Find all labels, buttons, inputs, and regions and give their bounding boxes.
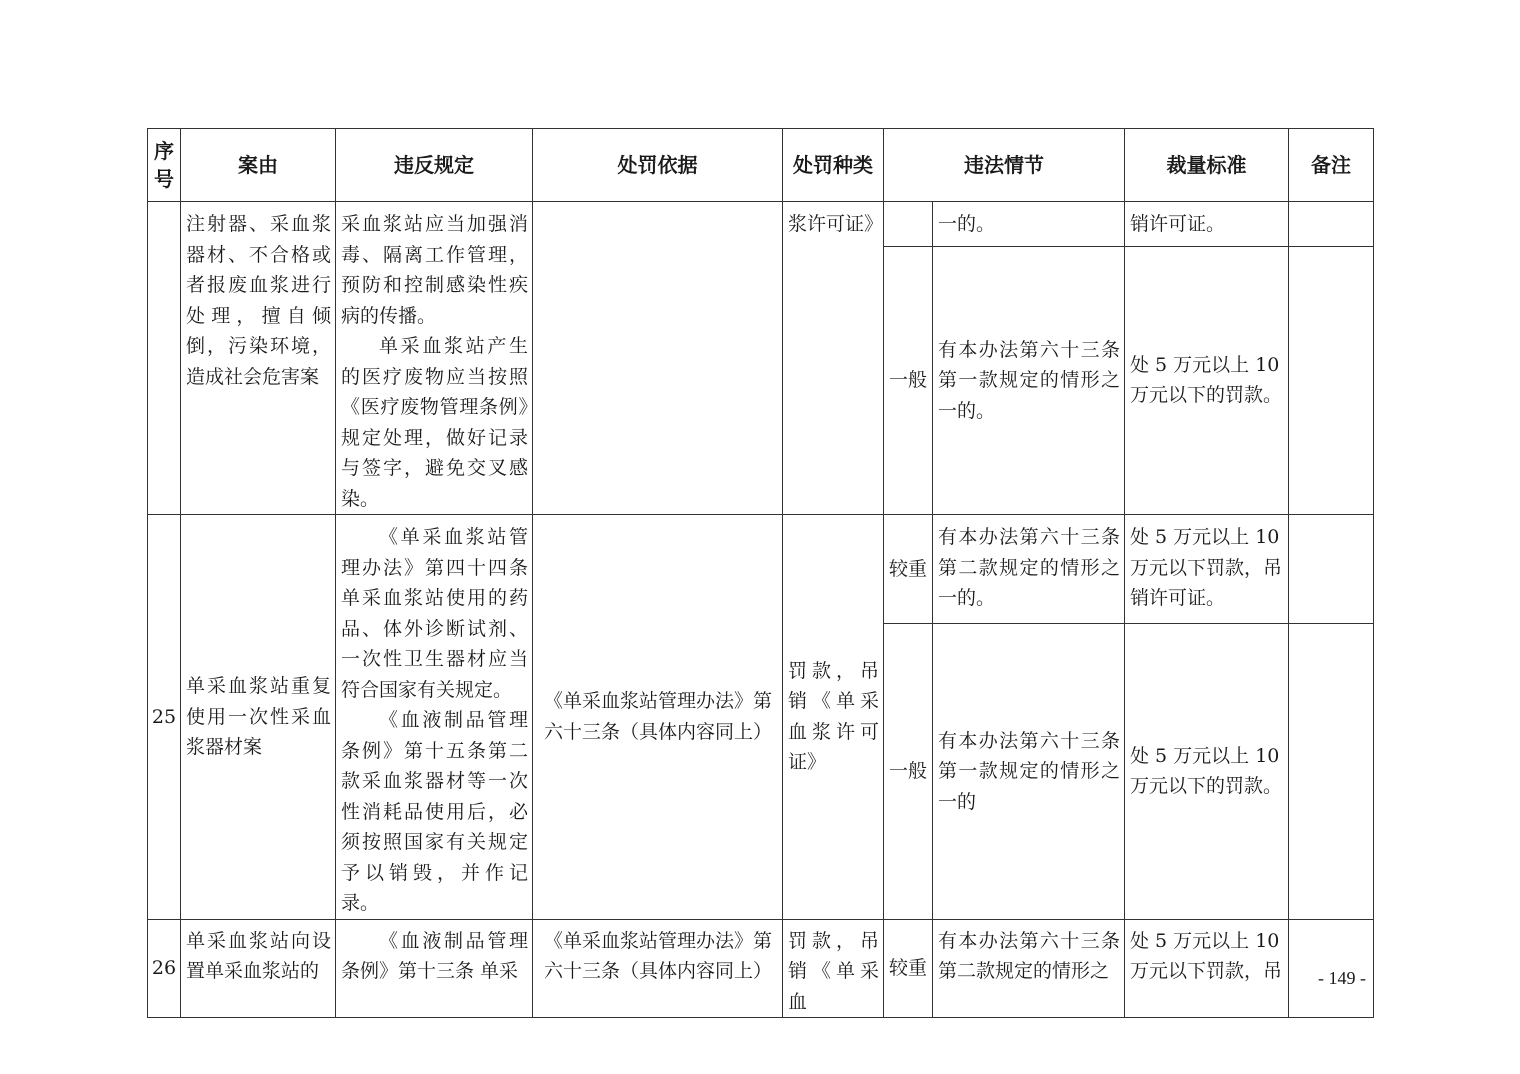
circumstance-cell: 有本办法第六十三条第一款规定的情形之一的 <box>933 624 1125 919</box>
standard-cell: 处 5 万元以上 10 万元以下罚款，吊销许可证。 <box>1125 515 1289 624</box>
header-standard: 裁量标准 <box>1125 129 1289 202</box>
standard-cell: 处 5 万元以上 10 万元以下的罚款。 <box>1125 624 1289 919</box>
penalty-table <box>147 128 1374 1018</box>
remark-cell <box>1289 246 1374 514</box>
remark-cell <box>1289 515 1374 624</box>
level-cell: 一般 <box>884 246 933 514</box>
standard-cell: 销许可证。 <box>1125 202 1289 247</box>
type-cell: 罚款，吊销《单采血浆许可证》 <box>783 515 884 920</box>
table-row <box>148 202 1374 247</box>
level-cell <box>884 202 933 247</box>
table-row <box>148 515 1374 624</box>
page-number: - 149 - <box>1318 968 1366 988</box>
circumstance-cell: 一的。 <box>933 202 1125 247</box>
violation-cell: 《单采血浆站管理办法》第四十四条单采血浆站使用的药品、体外诊断试剂、一次性卫生器材应当符合国家有关规定。 《血液制品管理条例》第十五条第二款采血浆器材等一次性消耗品使用后，必须按照国家有关规定予以销毁，并作记录。 <box>336 515 533 920</box>
standard-cell: 处 5 万元以上 10 万元以下的罚款。 <box>1125 246 1289 514</box>
level-cell: 较重 <box>884 919 933 1018</box>
header-seq: 序 号 <box>148 129 181 202</box>
type-cell: 罚款，吊销《单采血 <box>783 919 884 1018</box>
basis-cell: 《单采血浆站管理办法》第六十三条（具体内容同上） <box>533 515 783 920</box>
header-case: 案由 <box>181 129 336 202</box>
violation-cell: 采血浆站应当加强消毒、隔离工作管理，预防和控制感染性疾病的传播。 单采血浆站产生的医疗废物应当按照《医疗废物管理条例》规定处理，做好记录与签字，避免交叉感染。 <box>336 202 533 515</box>
case-cell: 注射器、采血浆器材、不合格或者报废血浆进行处理，擅自倾倒，污染环境，造成社会危害案 <box>181 202 336 515</box>
header-violation: 违反规定 <box>336 129 533 202</box>
header-basis: 处罚依据 <box>533 129 783 202</box>
table-row <box>148 919 1374 1018</box>
case-cell: 单采血浆站重复使用一次性采血浆器材案 <box>181 515 336 920</box>
standard-cell: 处 5 万元以上 10 万元以下罚款，吊 <box>1125 919 1289 1018</box>
header-row <box>148 129 1374 202</box>
basis-cell <box>533 202 783 515</box>
violation-cell: 《血液制品管理条例》第十三条 单采 <box>336 919 533 1018</box>
circumstance-cell: 有本办法第六十三条第二款规定的情形之 <box>933 919 1125 1018</box>
header-remark: 备注 <box>1289 129 1374 202</box>
remark-cell <box>1289 624 1374 919</box>
type-cell: 浆许可证》 <box>783 202 884 515</box>
level-cell: 一般 <box>884 624 933 919</box>
header-circumstance: 违法情节 <box>884 129 1125 202</box>
seq-cell: 25 <box>148 515 181 920</box>
circumstance-cell: 有本办法第六十三条第一款规定的情形之一的。 <box>933 246 1125 514</box>
level-cell: 较重 <box>884 515 933 624</box>
case-cell: 单采血浆站向设置单采血浆站的 <box>181 919 336 1018</box>
remark-cell <box>1289 202 1374 247</box>
header-type: 处罚种类 <box>783 129 884 202</box>
circumstance-cell: 有本办法第六十三条第二款规定的情形之一的。 <box>933 515 1125 624</box>
basis-cell: 《单采血浆站管理办法》第六十三条（具体内容同上） <box>533 919 783 1018</box>
seq-cell <box>148 202 181 515</box>
seq-cell: 26 <box>148 919 181 1018</box>
